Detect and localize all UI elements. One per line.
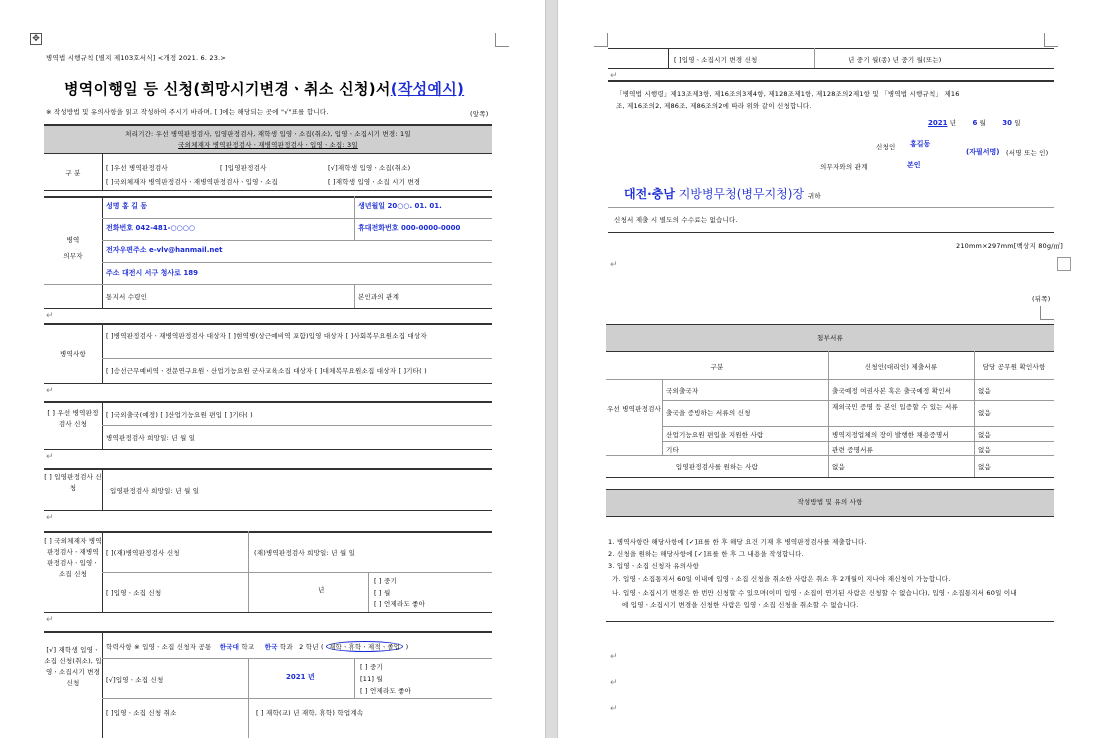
abroad-quarter[interactable]: [ ] 중기 (374, 577, 397, 585)
division-option-enlist-exam[interactable]: [ ]입영판정검사 (220, 164, 267, 172)
abroad-exam-apply[interactable]: [ ](재)병역판정검사 신청 (106, 549, 180, 557)
date-day[interactable]: 30 (1002, 119, 1013, 127)
abroad-exam-date[interactable]: (재)병역판정검사 희망일: 년 월 일 (254, 549, 356, 557)
signature-label[interactable]: (자필서명) (966, 148, 1000, 156)
priority-reason[interactable]: [ ]국외출국(예정) [ ]산업기능요원 편입 [ ]기타( ) (106, 411, 253, 419)
division-option-student[interactable]: [√]재학생 입영ㆍ소집(취소) (328, 164, 411, 172)
student-cancel[interactable]: [ ]입영ㆍ소집 신청 취소 (106, 709, 177, 717)
application-date (928, 118, 1021, 127)
recipient-field[interactable]: 통지서 수령인 (106, 293, 148, 301)
attach-row-type: 기타 (666, 446, 679, 454)
division-option-change[interactable]: [ ]재학생 입영ㆍ소집 시기 변경 (328, 178, 421, 186)
person-label-2: 의무자 (63, 252, 83, 260)
student-apply[interactable]: [√]입영ㆍ소집 신청 (106, 676, 164, 684)
table-move-handle-icon[interactable]: ✥ (30, 33, 42, 45)
division-option-priority[interactable]: [ ]우선 병역판정검사 (106, 164, 168, 172)
mobile-field[interactable]: 휴대전화번호 000-0000-0000 (358, 224, 461, 232)
method-item-3: 3. 입영ㆍ소집 신청자 유의사항 (608, 562, 700, 570)
student-school-row (106, 641, 408, 652)
back-label: (뒤쪽) (1032, 295, 1051, 303)
attach-row-doc: 재외국민 증명 등 본인 입증할 수 있는 서류 (832, 403, 959, 411)
law-text-1: 「병역법 시행령」제13조제3항, 제16조의3제4항, 제128조제1항, 제128조의2제1항 및 「병역법 시행규칙」 제16 (616, 90, 960, 98)
recipient-office (624, 185, 821, 202)
birth-field[interactable]: 생년월일 20○○. 01. 01. (358, 202, 442, 210)
form-title-main: 병역이행일 등 신청(희망시기변경ㆍ취소 신청)서 (64, 80, 391, 98)
page-corner-mark-mid (1040, 306, 1054, 320)
method-item-ga: 가. 입영ㆍ소집통지서 60일 이내에 입영ㆍ소집 신청을 취소한 사람은 취소 후 2개월이 지나야 재신청이 가능합니다. (612, 575, 951, 583)
abroad-enlist-apply[interactable]: [ ]입영ㆍ소집 신청 (106, 589, 162, 597)
enlist-exam-date[interactable]: 입영판정검사 희망일: 년 월 일 (110, 487, 200, 495)
relation-value[interactable]: 본인 (907, 161, 921, 169)
date-month-unit: 월 (979, 119, 987, 127)
method-title: 작성방법 및 유의 사항 (797, 498, 863, 506)
student-month[interactable]: [11] 월 (360, 675, 383, 683)
student-major[interactable]: 한국 (264, 643, 278, 651)
office-region[interactable]: 대전·충남 (624, 187, 675, 201)
phone-field[interactable]: 전화번호 042-481-○○○○ (106, 224, 195, 232)
office-suffix: 귀하 (807, 192, 821, 200)
relation-label: 의무자와의 관계 (820, 163, 868, 171)
document-page-1: ✥ 병역법 시행규칙 [별지 제103호서식] <개정 2021. 6. 23.> 병역이행일 등 신청(희망시기변경ㆍ취소 신청)서(작성예시) ※ 작성방법 및 유의사항을 읽고 작성하여 주시기 바라며, [ ]에는 해당되는 곳에 "√"표를 합니다. (앞쪽) 처리기간: 우선 병역판정검사, 입영판정검사, 재학생 입영ㆍ소집(취소), 입영ㆍ소집시기 변경: 1일 국외체재자 병역판정검사ㆍ재병역판정검사ㆍ입영ㆍ소집: 3일 구 분 [ ]우선 병역판정검사 [ ]입영판정검사 [√]재학생 입영ㆍ소집(취소) [ ]국외체재자 병역판정검사ㆍ재병역판정검사ㆍ입영ㆍ소집 [ ]재학생 입영ㆍ소집 시기 변경 병역 의무자 성명 홍 길 동 생년월일 20○○. 01. 01. 전화번호 042-481-○○○○ 휴대전화번호 000-0000-0000 전자우편주소 e-vlv@hanmail.net 주소 대전시 서구 청사로 189 통지서 수령인 본인과의 관계 ↵ 병역사항 [ ]병역판정검사ㆍ재병역판정검사 대상자 [ ]현역병(상근예비역 포함)입영 대상자 [ ]사회복무요원소집 대상자 [ ]승선근무예비역ㆍ전문연구요원ㆍ산업기능요원 군사교육소집 대상자 [ ]대체복무요원소집 대상자 [ ]기타( ) ↵ [ ] 우선 병역판정 검사 신청 [ ]국외출국(예정) [ ]산업기능요원 편입 [ ]기타( ) 병역판정검사 희망일: 년 월 일 ↵ [ ] 입영판정검사 신청 입영판정검사 희망일: 년 월 일 ↵ [ ] 국외체재자 병역판정검사ㆍ재병역판정검사ㆍ입영ㆍ소집 신청 [ ](재)병역판정검사 신청 (재)병역판정검사 희망일: 년 월 일 [ ]입영ㆍ소집 신청 년 [ ] 중기 [ ] 월 [ ] 언제라도 좋아 ↵ [√] 재학생 입영ㆍ소집 신청(취소), 입영ㆍ소집시기 변경 신청 학력사항 ※ 입영ㆍ소집 신청자 공통 한국대 학교 한국 학과 2 학년 ( 재학ㆍ휴학ㆍ제적ㆍ졸업 ) [√]입영ㆍ소집 신청 2021 년 [ ] 중기 [11] 월 [ ] 언제라도 좋아 [ ]입영ㆍ소집 신청 취소 [ ] 재학(교) 년 재학, 휴학) 학업계속 (0, 0, 545, 738)
instructions: ※ 작성방법 및 유의사항을 읽고 작성하여 주시기 바라며, [ ]에는 해당되는 곳에 "√"표를 합니다. (46, 108, 329, 116)
student-grade[interactable]: 2 학년 ( (299, 643, 324, 651)
processing-line-1: 처리기간: 우선 병역판정검사, 입영판정검사, 재학생 입영ㆍ소집(취소), 입영ㆍ소집시기 변경: 1일 (125, 130, 411, 138)
name-field[interactable]: 성명 홍 길 동 (106, 202, 148, 210)
col-verify: 담당 공무원 확인사항 (982, 363, 1046, 371)
student-label[interactable]: [√] 재학생 입영ㆍ소집 신청(취소), 입영ㆍ소집시기 변경 신청 (44, 646, 102, 687)
student-status[interactable]: 재학ㆍ휴학ㆍ제적ㆍ졸업 (326, 641, 403, 652)
student-school-prefix: 학력사항 ※ 입영ㆍ소집 신청자 공통 (106, 643, 212, 651)
student-status-end: ) (405, 643, 409, 651)
attach-row-check: 없음 (978, 387, 991, 395)
enlist-exam-label[interactable]: [ ] 입영판정검사 신청 (44, 473, 102, 492)
abroad-month[interactable]: [ ] 월 (374, 589, 391, 597)
form-title (64, 78, 464, 99)
attach-row-type: 산업기능요원 편입을 지원한 사람 (666, 431, 764, 439)
enlist-row-check: 없음 (978, 463, 991, 471)
attach-row-doc: 병역지정업체의 장이 발행한 채용증명서 (832, 431, 949, 439)
address-field[interactable]: 주소 대전시 서구 청사로 189 (106, 269, 198, 277)
applicant-label: 신청인 (876, 143, 896, 151)
service-line-1[interactable]: [ ]병역판정검사ㆍ재병역판정검사 대상자 [ ]현역병(상근예비역 포함)입영 대상자 [ ]사회복무요원소집 대상자 (106, 332, 427, 340)
paper-size: 210mm×297mm[백상지 80g/㎡] (956, 242, 1064, 250)
attach-row-type: 출국을 증빙하는 서류의 신청 (666, 409, 751, 417)
fee-note: 신청서 제출 시 별도의 수수료는 없습니다. (614, 216, 738, 224)
student-major-suffix: 학과 (279, 643, 293, 651)
office-name: 지방병무청(병무지청)장 (678, 187, 805, 201)
attach-row-check: 없음 (978, 446, 991, 454)
abroad-anytime[interactable]: [ ] 언제라도 좋아 (374, 600, 426, 608)
student-school-suffix: 학교 (241, 643, 255, 651)
attach-group: 우선 병역판정검사 (606, 405, 662, 413)
anchor-box-icon[interactable] (1057, 257, 1071, 271)
student-anytime[interactable]: [ ] 언제라도 좋아 (360, 687, 412, 695)
page-corner-mark (495, 33, 509, 47)
form-number: 병역법 시행규칙 [별지 제103호서식] <개정 2021. 6. 23.> (46, 54, 226, 62)
attach-title: 첨부서류 (817, 334, 843, 342)
abroad-label[interactable]: [ ] 국외체재자 병역판정검사ㆍ재병역판정검사ㆍ입영ㆍ소집 신청 (44, 537, 102, 578)
attach-row-doc: 관련 증명서류 (832, 446, 874, 454)
attach-row-check: 없음 (978, 431, 991, 439)
student-cancel-info[interactable]: [ ] 재학(교) 년 재학, 휴학) 학업계속 (256, 709, 364, 717)
email-field[interactable]: 전자우편주소 e-vlv@hanmail.net (106, 246, 223, 254)
priority-exam-date[interactable]: 병역판정검사 희망일: 년 월 일 (106, 434, 196, 442)
date-year-unit: 년 (949, 119, 957, 127)
abroad-year: 년 (318, 586, 325, 594)
attach-row-doc: 출국예정 여권사본 혹은 출국예정 확인서 (832, 387, 952, 395)
service-line-2[interactable]: [ ]승선근무예비역ㆍ전문연구요원ㆍ산업기능요원 군사교육소집 대상자 [ ]대체복무요원소집 대상자 [ ]기타( ) (106, 367, 427, 375)
signature-hint: (서명 또는 인) (1006, 149, 1049, 157)
method-item-2: 2. 신청을 원하는 해당사항에 [✓]표를 한 후 그 내용을 작성합니다. (608, 550, 804, 558)
page-corner-mark-right (1044, 33, 1058, 47)
front-label: (앞쪽) (470, 110, 489, 118)
page-gap (545, 0, 558, 738)
method-item-na-2: 에 입영ㆍ소집시기 변경을 신청한 사람은 입영ㆍ소집 신청을 취소할 수 없습니다. (622, 601, 859, 609)
attach-row-type: 국외출국자 (666, 387, 699, 395)
law-text-2: 조, 제16조의2, 제86조, 제86조의2에 따라 위와 같이 신청합니다. (616, 102, 812, 110)
form-title-example: (작성예시) (390, 80, 465, 98)
processing-line-2: 국외체재자 병역판정검사ㆍ재병역판정검사ㆍ입영ㆍ소집: 3일 (178, 141, 358, 149)
attach-row-check: 없음 (978, 409, 991, 417)
applicant-name[interactable]: 홍길동 (910, 140, 931, 148)
priority-exam-label[interactable]: [ ] 우선 병역판정 검사 신청 (47, 409, 99, 428)
date-month[interactable]: 6 (972, 119, 978, 127)
change-apply[interactable]: [ ]입영ㆍ소집시기 변경 신청 (674, 56, 758, 64)
method-item-1: 1. 병역사항란 해당사항에 [✓]표를 한 후 해당 요건 기재 후 병역판정검사를 제출합니다. (608, 538, 867, 546)
service-label: 병역사항 (60, 350, 86, 358)
col-submit: 신청인(대리인) 제출서류 (864, 363, 938, 371)
student-year[interactable]: 2021 년 (286, 673, 315, 681)
change-period[interactable]: 년 중기 월(종) 년 중기 월(또는) (848, 56, 942, 64)
student-quarter[interactable]: [ ] 중기 (360, 663, 383, 671)
date-day-unit: 일 (1014, 119, 1021, 127)
enlist-row-label: 입영판정검사를 원하는 사람 (675, 463, 759, 471)
method-item-na-1: 나. 입영ㆍ소집시기 변경은 한 번만 신청할 수 있으며(이미 입영ㆍ소집이 연기된 사람은 신청할 수 없습니다), 입영ㆍ소집통지서 60일 이내 (612, 589, 1017, 597)
page-corner-mark-left (594, 33, 608, 47)
enlist-row-doc: 없음 (832, 463, 845, 471)
student-school[interactable]: 한국대 (219, 643, 240, 651)
document-page-2: [ ]입영ㆍ소집시기 변경 신청 년 중기 월(종) 년 중기 월(또는) ↵ 「병역법 시행령」제13조제3항, 제16조의3제4항, 제128조제1항, 제128조의2제1항 및 「병역법 시행규칙」 제16 조, 제16조의2, 제86조, 제86조의2에 따라 위와 같이 신청합니다. 2021 년 6 월 30 일 신청인 홍길동 (자필서명) (서명 또는 인) 의무자와의 관계 본인 대전·충남 지방병무청(병무지청)장 귀하 신청서 제출 시 별도의 수수료는 없습니다. 210mm×297mm[백상지 80g/㎡] ↵ (뒤쪽) 첨부서류 구분 신청인(대리인) 제출서류 담당 공무원 확인사항 우선 병역판정검사 국외출국자 출국예정 여권사본 혹은 출국예정 확인서 없음 출국을 증빙하는 서류의 신청 재외국민 증명 등 본인 입증할 수 있는 서류 없음 산업기능요원 편입을 지원한 사람 병역지정업체의 장이 발행한 채용증명서 없음 기타 관련 증명서류 없음 입영판정검사를 원하는 사람 없음 없음 작성방법 및 유의 사항 1. 병역사항란 해당사항에 [✓]표를 한 후 해당 요건 기재 후 병역판정검사를 제출합니다. 2. 신청을 원하는 해당사항에 [✓]표를 한 후 그 내용을 작성합니다. 3. 입영ㆍ소집 신청자 유의사항 가. 입영ㆍ소집통지서 60일 이내에 입영ㆍ소집 신청을 취소한 사람은 취소 후 2개월이 지나야 재신청이 가능합니다. 나. 입영ㆍ소집시기 변경은 한 번만 신청할 수 있으며(이미 입영ㆍ소집이 연기된 사람은 신청할 수 없습니다), 입영ㆍ소집통지서 60일 이내 에 입영ㆍ소집시기 변경을 신청한 사람은 입영ㆍ소집 신청을 취소할 수 없습니다. ↵ ↵ ↵ (558, 0, 1103, 738)
division-label: 구 분 (65, 169, 81, 177)
col-division: 구분 (710, 363, 724, 371)
relation-field[interactable]: 본인과의 관계 (358, 293, 400, 301)
person-label-1: 병역 (66, 236, 80, 244)
date-year[interactable]: 2021 (928, 119, 948, 127)
division-option-abroad[interactable]: [ ]국외체재자 병역판정검사ㆍ재병역판정검사ㆍ입영ㆍ소집 (106, 178, 278, 186)
